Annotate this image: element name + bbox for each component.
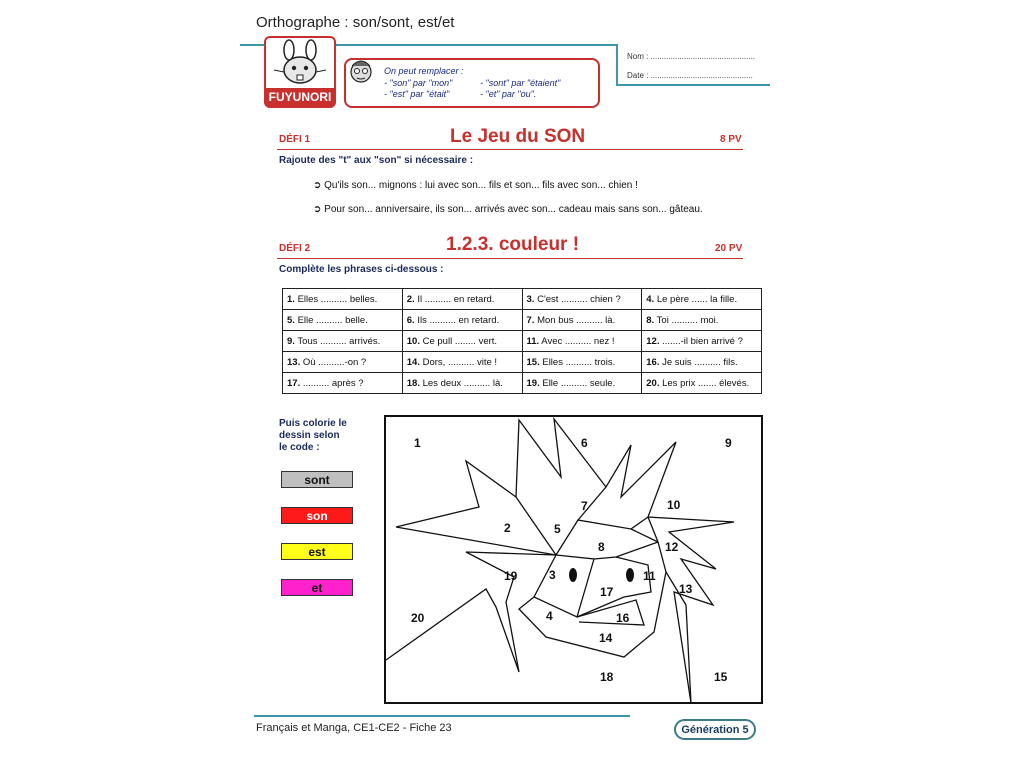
defi1-sentence-1: ➲ Qu'ils son... mignons : lui avec son... fils et son... fils avec son... chien !: [313, 180, 638, 191]
tip-box: [344, 58, 600, 108]
logo-label: FUYUNORI: [264, 88, 336, 106]
tip-line-1b: - "sont" par "étaient": [480, 78, 561, 88]
legend-word: son: [306, 509, 328, 523]
exercise-text: Dors, .......... vite !: [419, 356, 498, 368]
exercise-number: 7.: [526, 314, 535, 326]
exercise-text: C'est .......... chien ?: [534, 293, 621, 305]
left-eye-pupil: [569, 568, 577, 582]
exercise-cell[interactable]: [642, 331, 762, 352]
legend-word: et: [311, 581, 323, 595]
exercise-cell[interactable]: [522, 331, 642, 352]
legend-word: est: [308, 545, 326, 559]
region-label-10: 10: [667, 498, 681, 512]
generation-badge: Génération 5: [674, 719, 756, 740]
table-row: [283, 310, 762, 331]
exercise-cell[interactable]: [642, 289, 762, 310]
defi2-rule: [277, 258, 743, 259]
right-eye-pupil: [626, 568, 634, 582]
exercise-number: 4.: [646, 293, 655, 305]
date-field[interactable]: Date : ..............................................: [627, 71, 753, 80]
exercise-cell[interactable]: [642, 352, 762, 373]
left-eye-region: [534, 555, 594, 617]
line-b: [578, 487, 648, 529]
character-face-icon: [346, 58, 376, 84]
exercise-text: Elles .......... belles.: [294, 293, 378, 305]
exercise-number: 5.: [287, 314, 295, 326]
hedgehog-outline: [386, 419, 734, 702]
defi2-title: 1.2.3. couleur !: [446, 234, 580, 255]
region-label-12: 12: [665, 540, 679, 554]
exercise-number: 14.: [406, 356, 420, 368]
exercise-number: 2.: [406, 293, 415, 305]
table-row: [283, 289, 762, 310]
exercise-text: Les prix ....... élevés.: [659, 377, 750, 389]
exercise-text: .......... après ?: [300, 377, 364, 389]
name-field[interactable]: Nom : ...............................................: [627, 52, 756, 61]
region-label-11: 11: [643, 569, 656, 583]
exercise-cell[interactable]: [283, 352, 403, 373]
defi2-label: DÉFI 2: [279, 243, 311, 254]
page-title: Orthographe : son/sont, est/et: [256, 14, 455, 31]
region-label-17: 17: [600, 585, 614, 599]
region-label-6: 6: [581, 436, 588, 450]
defi1-label: DÉFI 1: [279, 134, 311, 145]
exercise-cell[interactable]: [402, 289, 522, 310]
exercise-number: 6.: [406, 314, 415, 326]
exercise-text: Elle .......... seule.: [539, 377, 616, 389]
legend-swatch-son[interactable]: [281, 507, 353, 524]
region-label-5: 5: [554, 522, 561, 536]
exercise-number: 1.: [287, 293, 295, 305]
coloring-instruction-3: le code :: [279, 442, 320, 453]
defi1-sentence-2: ➲ Pour son... anniversaire, ils son... arrivés avec son... cadeau mais sans son... gâteau.: [313, 204, 703, 215]
defi1-points: 8 PV: [720, 134, 742, 145]
exercise-number: 19.: [526, 377, 540, 389]
exercise-table: [282, 288, 762, 394]
exercise-number: 9.: [287, 335, 295, 347]
exercise-number: 3.: [526, 293, 535, 305]
region-label-16: 16: [616, 611, 630, 625]
exercise-text: Ce pull ........ vert.: [419, 335, 498, 347]
defi2-points: 20 PV: [715, 243, 743, 254]
region-label-19: 19: [504, 569, 518, 583]
table-row: [283, 352, 762, 373]
exercise-text: Elle .......... belle.: [294, 314, 368, 326]
coloring-drawing: [384, 415, 763, 704]
footer-rule: [254, 715, 630, 717]
defi1-rule: [277, 149, 743, 150]
exercise-cell[interactable]: [522, 373, 642, 394]
exercise-number: 20.: [646, 377, 660, 389]
exercise-text: Ils .......... en retard.: [414, 314, 500, 326]
exercise-text: .......-il bien arrivé ?: [659, 335, 743, 347]
table-row: [283, 331, 762, 352]
legend-swatch-est[interactable]: [281, 543, 353, 560]
region-label-9: 9: [725, 436, 732, 450]
region-label-8: 8: [598, 540, 605, 554]
exercise-text: Il .......... en retard.: [414, 293, 495, 305]
exercise-text: Avec .......... nez !: [539, 335, 615, 347]
exercise-cell[interactable]: [283, 373, 403, 394]
exercise-text: Le père ...... la fille.: [654, 293, 738, 305]
defi1-title: Le Jeu du SON: [450, 126, 586, 147]
region-label-3: 3: [549, 568, 556, 582]
region-label-13: 13: [679, 582, 693, 596]
region-label-18: 18: [600, 670, 614, 684]
hedgehog-drawing[interactable]: [386, 417, 761, 702]
exercise-cell[interactable]: [522, 352, 642, 373]
region-label-7: 7: [581, 499, 588, 513]
exercise-cell[interactable]: [283, 331, 403, 352]
footer-text: Français et Manga, CE1-CE2 - Fiche 23: [256, 722, 452, 734]
region-label-15: 15: [714, 670, 728, 684]
region-label-1: 1: [414, 436, 421, 450]
table-row: [283, 373, 762, 394]
exercise-number: 18.: [406, 377, 420, 389]
exercise-cell[interactable]: [642, 310, 762, 331]
exercise-number: 16.: [646, 356, 660, 368]
exercise-cell[interactable]: [402, 373, 522, 394]
exercise-number: 11.: [526, 335, 540, 347]
defi1-instruction: Rajoute des "t" aux "son" si nécessaire :: [279, 155, 474, 166]
exercise-text: Où ..........-on ?: [300, 356, 367, 368]
tip-line-2a: - "est" par "était": [384, 89, 450, 99]
exercise-cell[interactable]: [402, 352, 522, 373]
region-label-4: 4: [546, 609, 553, 623]
exercise-number: 8.: [646, 314, 655, 326]
exercise-text: Les deux .......... là.: [419, 377, 503, 389]
exercise-number: 15.: [526, 356, 540, 368]
exercise-text: Je suis .......... fils.: [659, 356, 738, 368]
line-a: [516, 497, 556, 555]
defi2-instruction: Complète les phrases ci-dessous :: [279, 264, 444, 275]
exercise-text: Elles .......... trois.: [539, 356, 616, 368]
legend-word: sont: [304, 473, 330, 487]
exercise-cell[interactable]: [522, 289, 642, 310]
header-rule-vertical: [616, 44, 618, 86]
exercise-cell[interactable]: [642, 373, 762, 394]
exercise-text: Mon bus .......... là.: [534, 314, 616, 326]
exercise-text: Toi .......... moi.: [654, 314, 719, 326]
tip-intro: On peut remplacer :: [384, 66, 464, 76]
exercise-text: Tous .......... arrivés.: [294, 335, 381, 347]
exercise-cell[interactable]: [283, 289, 403, 310]
exercise-cell[interactable]: [402, 331, 522, 352]
header-rule-right: [616, 84, 770, 86]
coloring-instruction-1: Puis colorie le: [279, 418, 347, 429]
exercise-cell[interactable]: [402, 310, 522, 331]
legend-swatch-sont[interactable]: [281, 471, 353, 488]
tip-line-2b: - "et" par "ou".: [480, 89, 537, 99]
region-label-20: 20: [411, 611, 425, 625]
region-label-14: 14: [599, 631, 613, 645]
region-label-2: 2: [504, 521, 511, 535]
coloring-instruction-2: dessin selon: [279, 430, 340, 441]
exercise-cell[interactable]: [522, 310, 642, 331]
exercise-number: 17.: [287, 377, 301, 389]
exercise-number: 10.: [406, 335, 420, 347]
rabbit-mascot-icon: [266, 38, 334, 88]
line-f: [577, 557, 651, 617]
exercise-cell[interactable]: [283, 310, 403, 331]
exercise-number: 12.: [646, 335, 660, 347]
legend-swatch-et[interactable]: [281, 579, 353, 596]
exercise-number: 13.: [287, 356, 301, 368]
tip-line-1a: - "son" par "mon": [384, 78, 453, 88]
